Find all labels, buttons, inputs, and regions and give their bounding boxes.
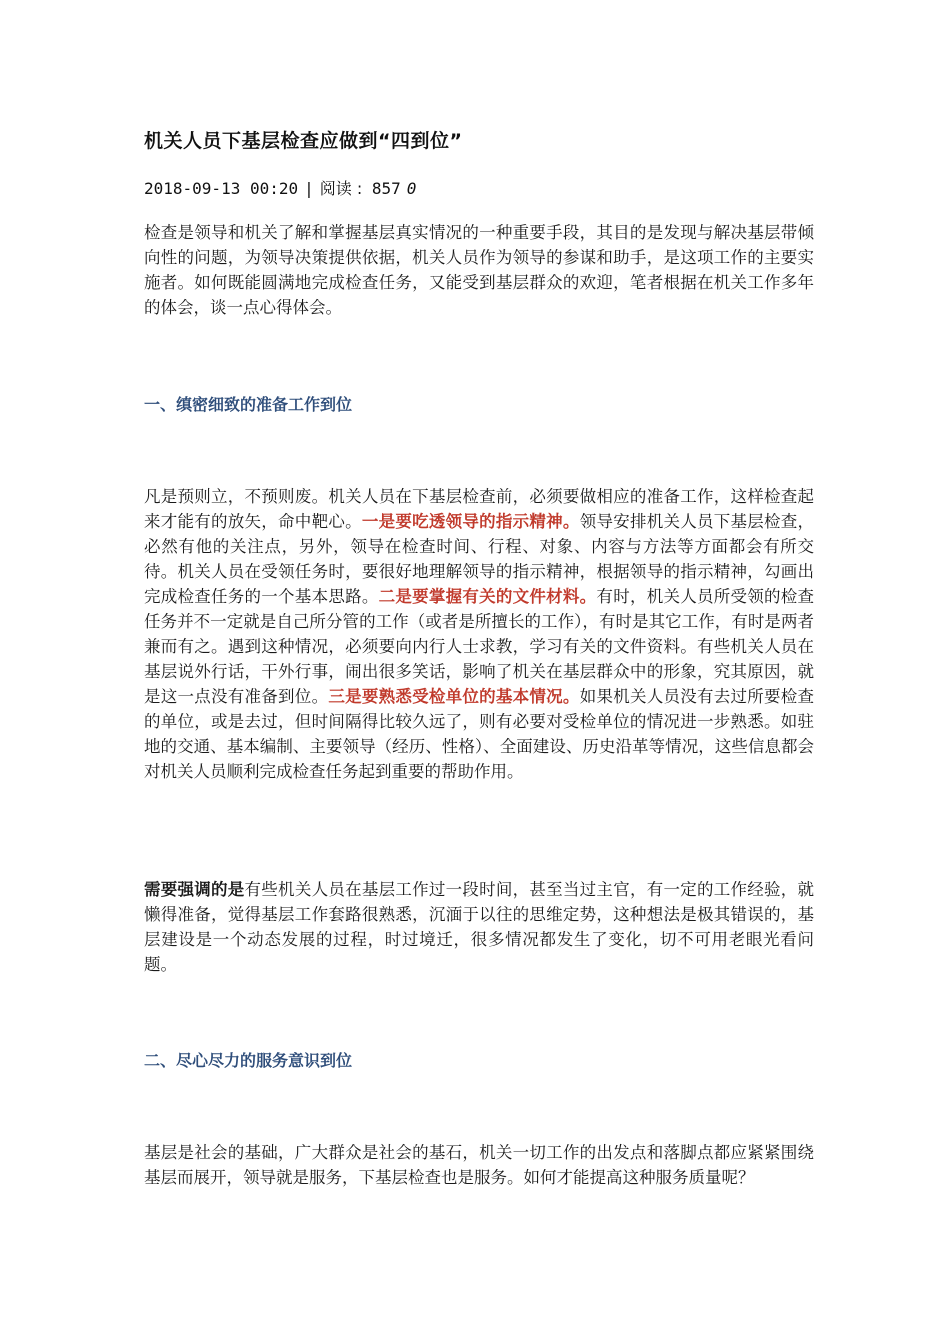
section2-paragraph-1: 基层是社会的基础，广大群众是社会的基石，机关一切工作的出发点和落脚点都应紧紧围绕基层而展开，领导就是服务，下基层检查也是服务。如何才能提高这种服务质量呢？ [144,1143,814,1187]
like-count: 0 [406,179,417,198]
reads-label: 阅读 : [319,179,363,198]
highlight-point-1: 一是要吃透领导的指示精神。 [361,512,580,531]
section1-text-1: 凡是预则立，不预则废。机关人员在下基层检查前，必须要做相应的准备工作，这样检查起来才能有的放矢，命中靶心。 [144,487,814,531]
section-heading-service: 二、尽心尽力的服务意识到位 [144,1051,353,1070]
section1-text-4: 如果机关人员没有去过所要检查的单位，或是去过，但时间隔得比较久远了，则有必要对受检单位的情况进一步熟悉。如驻地的交通、基本编制、主要领导（经历、性格）、全面建设、历史沿革等情况，这些信息都会对机关人员顺利完成检查任务起到重要的帮助作用。 [144,687,815,781]
highlight-point-2: 二是要掌握有关的文件材料。 [378,587,597,606]
section1-text-2: 领导安排机关人员下基层检查，必然有他的关注点，另外，领导在检查时间、行程、对象、内容与方法等方面都会有所交待。机关人员在受领任务时，要很好地理解领导的指示精神，根据领导的指示精神，勾画出完成检查任务的一个基本思路。 [144,512,815,606]
section-heading-preparation: 一、缜密细致的准备工作到位 [144,395,353,414]
reads-count: 857 [371,179,401,198]
meta-separator: | [304,179,314,198]
highlight-point-3: 三是要熟悉受检单位的基本情况。 [328,687,580,706]
section1-text-3: 有时，机关人员所受领的检查任务并不一定就是自己所分管的工作（或者是所擅长的工作），有时是其它工作，有时是两者兼而有之。遇到这种情况，必须要向内行人士求教，学习有关的文件资料。有些机关人员在基层说外行话，干外行事，闹出很多笑话，影响了机关在基层群众中的形象，究其原因，就是这一点没有准备到位。 [144,587,815,706]
article-title: 机关人员下基层检查应做到“四到位” [144,130,463,152]
section1-paragraph-2-text: 有些机关人员在基层工作过一段时间，甚至当过主官，有一定的工作经验，就懒得准备，觉得基层工作套路很熟悉，沉湎于以往的思维定势，这种想法是极其错误的，基层建设是一个动态发展的过程，时过境迁，很多情况都发生了变化，切不可用老眼光看问题。 [144,880,815,974]
section1-paragraph-2 [144,877,814,977]
emphasis-label: 需要强调的是 [144,880,245,899]
section1-paragraph-1 [144,484,814,784]
intro-paragraph: 检查是领导和机关了解和掌握基层真实情况的一种重要手段，其目的是发现与解决基层带倾向性的问题，为领导决策提供依据，机关人员作为领导的参谋和助手，是这项工作的主要实施者。如何既能圆满地完成检查任务，又能受到基层群众的欢迎，笔者根据在机关工作多年的体会，谈一点心得体会。 [144,223,814,317]
publish-datetime: 2018-09-13 00:20 [144,179,299,198]
article-meta [144,176,416,199]
